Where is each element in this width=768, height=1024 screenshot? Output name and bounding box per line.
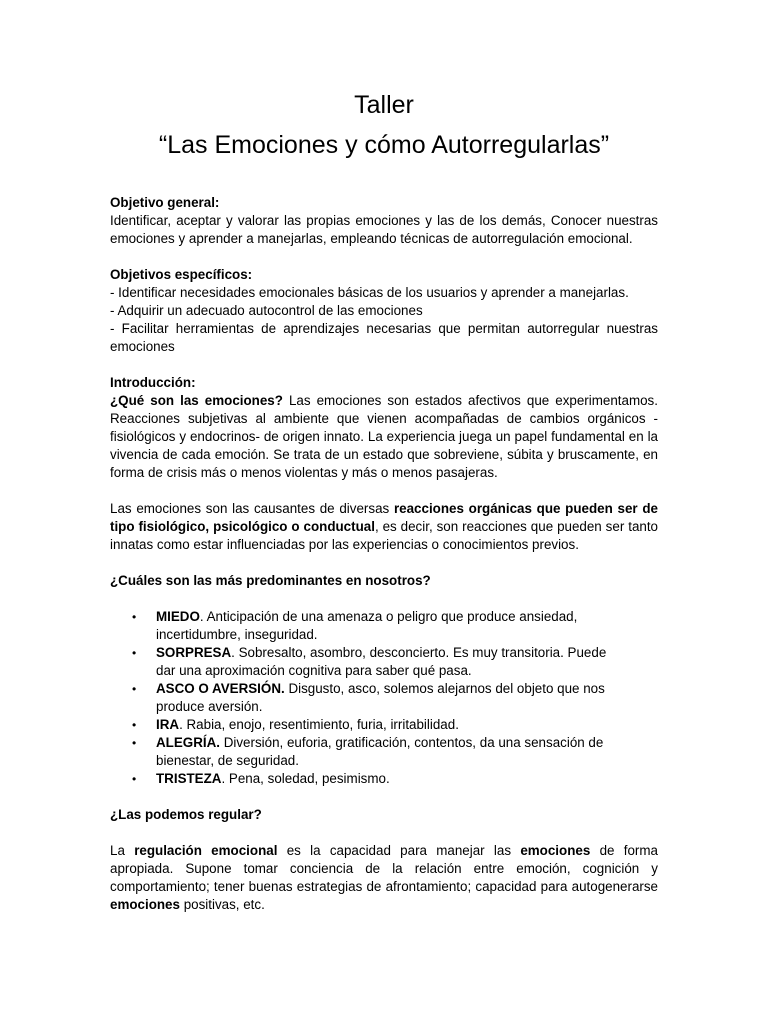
objetivos-especificos-heading: Objetivos específicos: (110, 267, 253, 282)
title-line-1: Taller (354, 91, 414, 119)
emotion-description: . Pena, soledad, pesimismo. (221, 771, 390, 786)
regular-text-bold-3: emociones (110, 897, 180, 912)
emotions-list (110, 608, 658, 788)
introduccion-text-2a: Las emociones son las causantes de diversas (110, 501, 394, 516)
bullet-icon: • (132, 718, 137, 732)
regular-text-bold-2: emociones (520, 843, 591, 858)
emotion-name: SORPRESA (156, 645, 232, 660)
predominantes-heading: ¿Cuáles son las más predominantes en nosotros? (110, 573, 431, 588)
regular-text-a: La (110, 843, 135, 858)
emotion-name: TRISTEZA (156, 771, 222, 786)
introduccion-paragraph-2 (110, 500, 658, 554)
list-item (110, 680, 616, 716)
emotion-description: . Anticipación de una amenaza o peligro que produce ansiedad, incertidumbre, inseguridad. (156, 609, 578, 642)
introduccion-paragraph-1 (110, 392, 658, 482)
emotion-name: ALEGRÍA. (156, 735, 220, 750)
regular-text-bold-1: regulación emocional (134, 843, 278, 858)
objetivo-especifico-2: - Adquirir un adecuado autocontrol de las emociones (110, 303, 423, 318)
regular-text-g: positivas, etc. (179, 897, 265, 912)
list-item (110, 608, 616, 644)
introduccion-text-2b: , es decir, son reacciones que pueden ser tanto innatas como estar influenciadas por las experiencias o conocimientos previos. (110, 519, 659, 552)
objetivo-general-text: Identificar, aceptar y valorar las propias emociones y las de los demás, Conocer nuestras emociones y aprender a manejarlas, empleando técnicas de autorregulación emocional. (110, 213, 658, 246)
objetivo-especifico-3: - Facilitar herramientas de aprendizajes necesarias que permitan autorregular nuestras emociones (110, 321, 658, 354)
emotion-name: MIEDO (156, 609, 200, 624)
introduccion-text-1: Las emociones son estados afectivos que experimentamos. Reacciones subjetivas al ambiente que vienen acompañadas de cambios orgánicos - fisiológicos y endocrinos- de origen innato. La experiencia juega un papel fundamental en la vivencia de cada emoción. Se trata de un estado que sobreviene, súbita y bruscamente, en forma de crisis más o menos violentas y más o menos pasajeras. (110, 393, 658, 480)
emotion-description: . Rabia, enojo, resentimiento, furia, irritabilidad. (179, 717, 459, 732)
regular-text-e: de forma apropiada. Supone tomar conciencia de la relación entre emoción, cognición y comportamiento; tener buenas estrategias de afrontamiento; capacidad para autogenerarse (110, 843, 658, 894)
introduccion-heading: Introducción: (110, 375, 196, 390)
bullet-icon: • (132, 610, 137, 624)
introduccion-text-2-bold: reacciones orgánicas que pueden ser de tipo fisiológico, psicológico o conductual (110, 501, 658, 534)
bullet-icon: • (132, 646, 137, 660)
title-line-2: “Las Emociones y cómo Autorregularlas” (158, 131, 610, 159)
bullet-icon: • (132, 736, 137, 750)
regular-paragraph (110, 842, 658, 914)
emotion-description: Diversión, euforia, gratificación, contentos, da una sensación de bienestar, de seguridad. (156, 735, 604, 768)
bullet-icon: • (132, 772, 137, 786)
list-item (110, 770, 616, 788)
list-item (110, 644, 616, 680)
que-son-emociones-question: ¿Qué son las emociones? (110, 393, 283, 408)
objetivo-general-heading: Objetivo general: (110, 195, 220, 210)
regular-text-c: es la capacidad para manejar las (277, 843, 521, 858)
emotion-name: ASCO O AVERSIÓN. (156, 681, 285, 696)
regular-heading: ¿Las podemos regular? (110, 807, 262, 822)
emotion-name: IRA (156, 717, 180, 732)
emotion-description: . Sobresalto, asombro, desconcierto. Es muy transitoria. Puede dar una aproximación cognitiva para saber qué pasa. (156, 645, 607, 678)
document-body (110, 194, 658, 914)
bullet-icon: • (132, 682, 137, 696)
list-item (110, 734, 616, 770)
objetivo-especifico-1: - Identificar necesidades emocionales básicas de los usuarios y aprender a manejarlas. (110, 285, 629, 300)
list-item (110, 716, 616, 734)
emotion-description: Disgusto, asco, solemos alejarnos del objeto que nos produce aversión. (156, 681, 605, 714)
